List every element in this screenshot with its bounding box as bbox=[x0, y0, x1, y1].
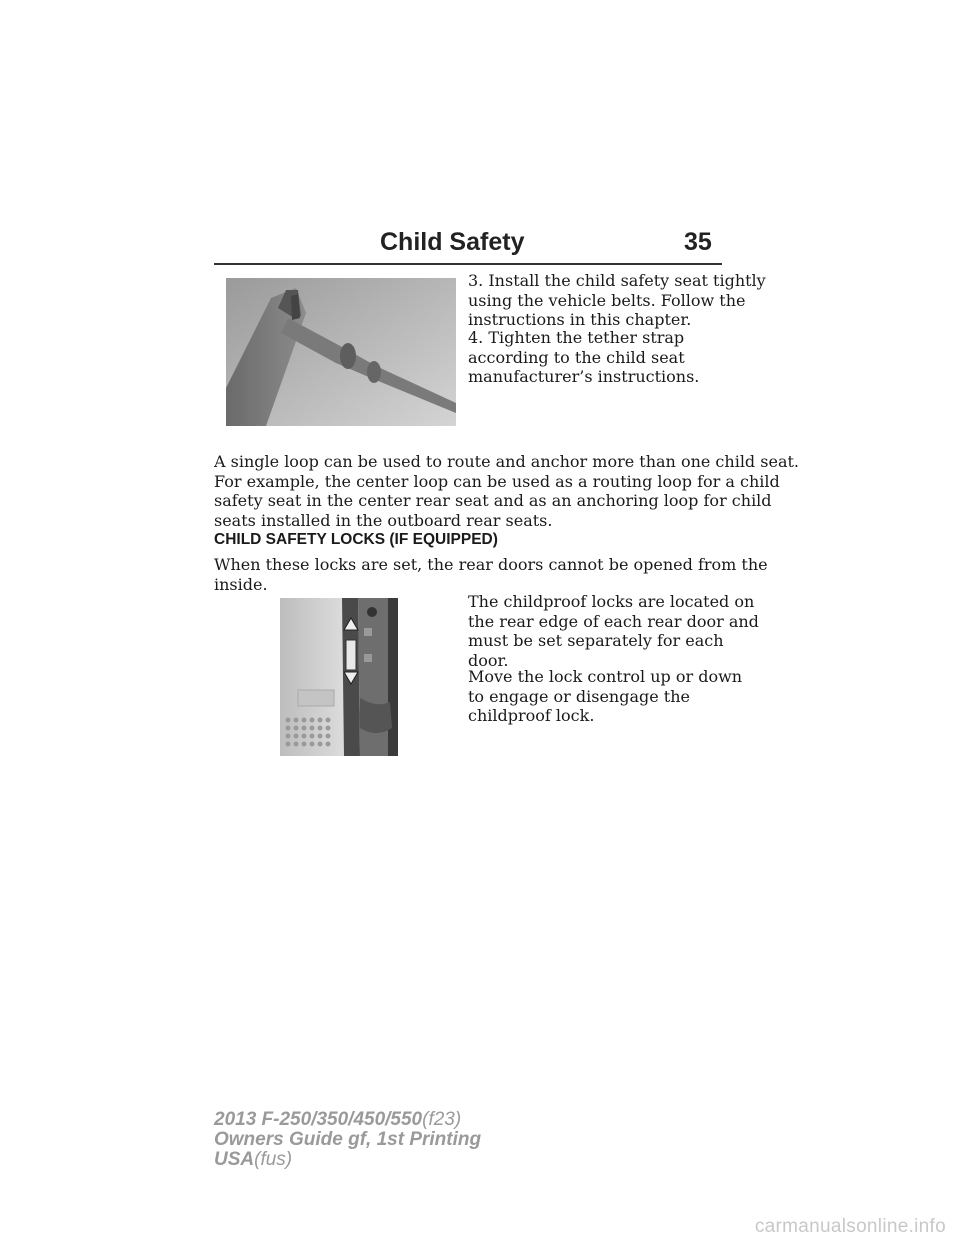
footer-print-info: 2013 F-250/350/450/550(f23) Owners Guide gf, 1st Printing USA(fus) bbox=[214, 1109, 482, 1170]
single-loop-paragraph: A single loop can be used to route and anchor more than one child seat. For example, the center loop can be used as a routing loop for a child safety seat in the center rear seat and as an anchoring loop for child seats installed in the outboard rear seats. bbox=[214, 452, 799, 530]
page-number: 35 bbox=[684, 228, 712, 256]
childproof-lock-illustration bbox=[280, 598, 398, 756]
lock-control-paragraph: Move the lock control up or down to engage or disengage the childproof lock. bbox=[468, 667, 743, 725]
child-safety-locks-heading: CHILD SAFETY LOCKS (IF EQUIPPED) bbox=[214, 531, 498, 548]
locks-intro-paragraph: When these locks are set, the rear doors cannot be opened from the inside. bbox=[214, 555, 768, 594]
step-3-paragraph: 3. Install the child safety seat tightly using the vehicle belts. Follow the instructions in this chapter. bbox=[468, 271, 766, 329]
section-title: Child Safety bbox=[380, 228, 525, 256]
tether-strap-illustration bbox=[226, 278, 456, 426]
watermark: carmanualsonline.info bbox=[754, 1216, 946, 1237]
step-4-paragraph: 4. Tighten the tether strap according to the child seat manufacturer’s instructions. bbox=[468, 328, 700, 386]
lock-location-paragraph: The childproof locks are located on the rear edge of each rear door and must be set separately for each door. bbox=[468, 592, 759, 670]
header-rule bbox=[214, 263, 722, 265]
